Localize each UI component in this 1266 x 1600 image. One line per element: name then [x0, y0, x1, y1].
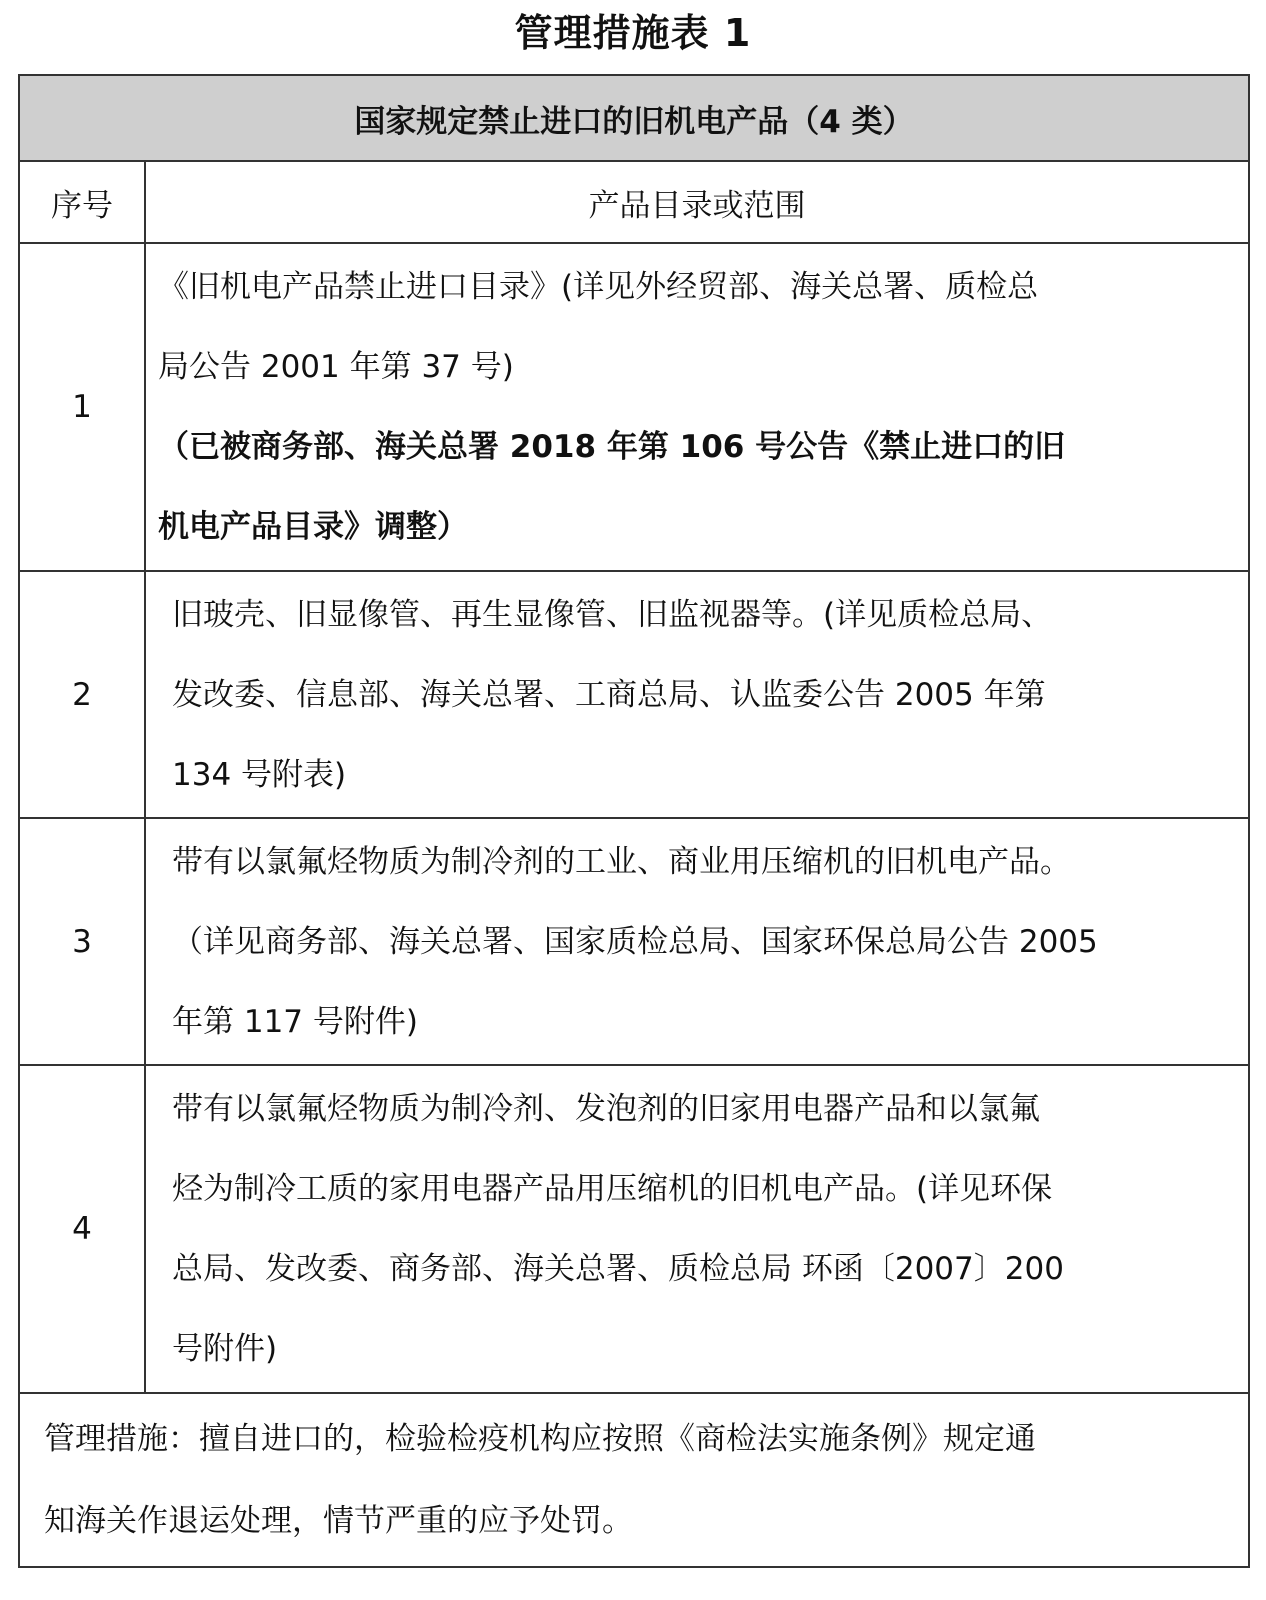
footer-line: 管理措施：擅自进口的，检验检疫机构应按照《商检法实施条例》规定通 — [44, 1421, 1036, 1457]
column-header-scope: 产品目录或范围 — [145, 161, 1249, 243]
row-number: 1 — [19, 243, 145, 571]
content-line: 带有以氯氟烃物质为制冷剂、发泡剂的旧家用电器产品和以氯氟 — [172, 1091, 1040, 1127]
footer-line: 知海关作退运处理，情节严重的应予处罚。 — [44, 1503, 633, 1539]
row-content — [145, 818, 1249, 1065]
content-line: 局公告 2001 年第 37 号) — [158, 349, 514, 385]
content-line: 《旧机电产品禁止进口目录》(详见外经贸部、海关总署、质检总 — [158, 269, 1039, 305]
content-line: 134 号附表) — [172, 756, 347, 793]
content-line: （详见商务部、海关总署、国家质检总局、国家环保总局公告 2005 — [172, 923, 1098, 960]
row-content — [145, 571, 1249, 818]
content-line: 号附件) — [172, 1331, 278, 1367]
column-header-row — [19, 161, 1249, 243]
content-line: 年第 117 号附件) — [172, 1003, 418, 1040]
content-line: 发改委、信息部、海关总署、工商总局、认监委公告 2005 年第 — [172, 676, 1046, 713]
management-measures-row — [19, 1393, 1249, 1567]
table-row — [19, 243, 1249, 571]
content-line: 旧玻壳、旧显像管、再生显像管、旧监视器等。(详见质检总局、 — [172, 596, 1053, 633]
table-header-row — [19, 75, 1249, 161]
row-number: 3 — [19, 818, 145, 1065]
management-measures — [19, 1393, 1249, 1567]
content-line: 总局、发改委、商务部、海关总署、质检总局 环函〔2007〕200 — [172, 1251, 1064, 1287]
column-header-no: 序号 — [19, 161, 145, 243]
table-header: 国家规定禁止进口的旧机电产品（4 类） — [19, 75, 1249, 161]
row-content — [145, 1065, 1249, 1393]
content-line-bold: （已被商务部、海关总署 2018 年第 106 号公告《禁止进口的旧 — [158, 429, 1066, 465]
row-content — [145, 243, 1249, 571]
content-line: 带有以氯氟烃物质为制冷剂的工业、商业用压缩机的旧机电产品。 — [172, 843, 1071, 880]
measures-table — [18, 74, 1250, 1568]
table-row — [19, 818, 1249, 1065]
content-line-bold: 机电产品目录》调整） — [158, 509, 468, 545]
row-number: 2 — [19, 571, 145, 818]
row-number: 4 — [19, 1065, 145, 1393]
page-title: 管理措施表 1 — [514, 11, 752, 55]
content-line: 烃为制冷工质的家用电器产品用压缩机的旧机电产品。(详见环保 — [172, 1171, 1053, 1207]
table-row — [19, 571, 1249, 818]
table-row — [19, 1065, 1249, 1393]
